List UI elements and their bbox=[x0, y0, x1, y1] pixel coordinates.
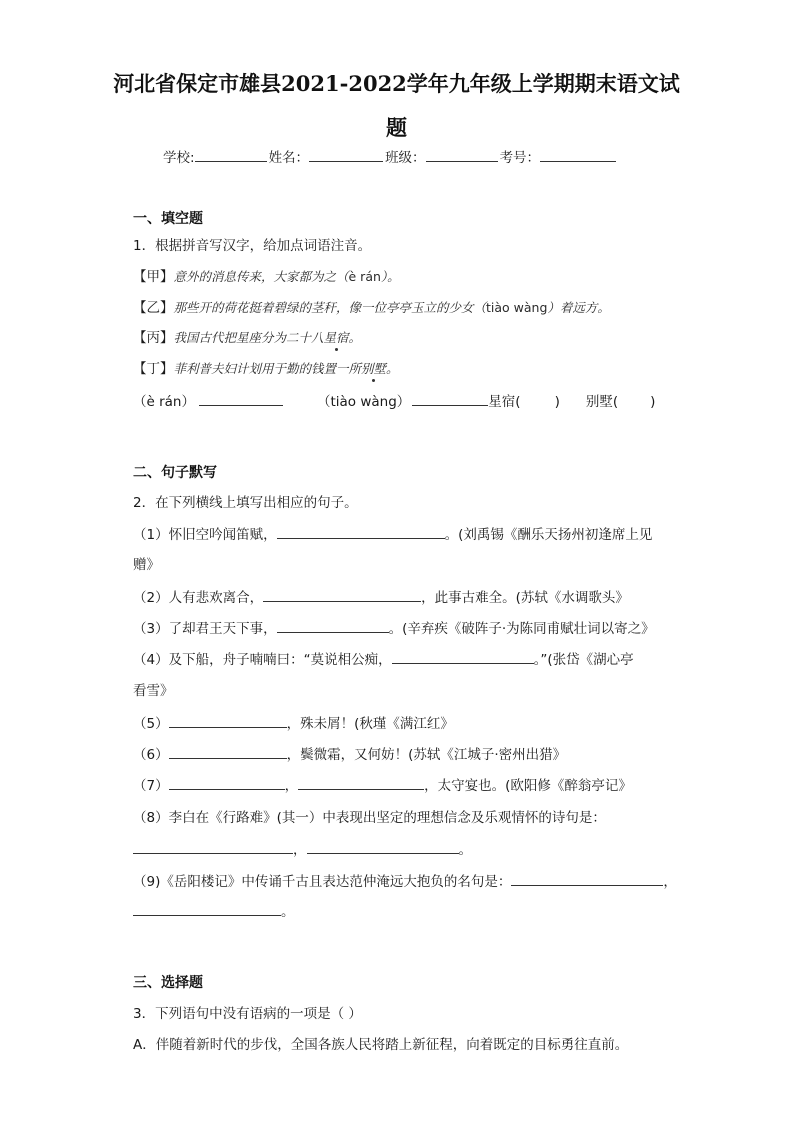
tag-ding: 【丁】 bbox=[133, 361, 174, 377]
q2-item-4 bbox=[133, 648, 634, 668]
q2-9-text-b: ， bbox=[663, 874, 677, 890]
jia-text-a: 意外的消息传来，大家都为之（ bbox=[173, 269, 349, 284]
school-label: 学校: bbox=[163, 150, 195, 166]
q2-4-text-b: 。”(张岱《湖心亭 bbox=[533, 652, 634, 668]
answer-blank-2[interactable] bbox=[412, 392, 488, 406]
q2-item-9 bbox=[133, 870, 677, 890]
ding-text-a: 菲利普夫妇计划用于勤的钱置一所 bbox=[173, 361, 362, 376]
q2-item-8: （8）李白在《行路难》(其一）中表现出坚定的理想信念及乐观情怀的诗句是： bbox=[133, 810, 606, 826]
q2-1-text-a: （1）怀旧空吟闻笛赋， bbox=[133, 527, 277, 543]
bing-text-b: 。 bbox=[348, 330, 362, 345]
q1-answer-row bbox=[133, 390, 655, 410]
answer-pinyin-1: （è rán） bbox=[133, 394, 195, 410]
q2-7-text-b: ， bbox=[284, 778, 299, 794]
jia-text bbox=[174, 269, 400, 284]
answer-word-2-end: ) bbox=[650, 394, 656, 410]
q2-item-1-cont: 赠》 bbox=[133, 557, 160, 573]
name-label: 姓名： bbox=[268, 150, 310, 166]
q2-item-2 bbox=[133, 586, 629, 606]
q2-8-blank-2[interactable] bbox=[307, 840, 459, 854]
q2-2-text-b: ，此事古难全。(苏轼《水调歌头》 bbox=[421, 590, 629, 606]
q2-item-8-answer bbox=[133, 838, 472, 858]
answer-word-1: 星宿( bbox=[488, 394, 521, 410]
jia-pinyin: è rán bbox=[348, 269, 381, 284]
ding-text-b: 。 bbox=[386, 361, 399, 376]
q2-item-3 bbox=[133, 617, 655, 637]
q2-8-blank-1[interactable] bbox=[133, 840, 293, 854]
q2-3-blank[interactable] bbox=[277, 619, 389, 633]
school-blank[interactable] bbox=[195, 147, 267, 162]
ding-dotted-word: 别墅 bbox=[361, 361, 387, 376]
yi-text-b: ）着远方。 bbox=[547, 300, 610, 315]
exam-title-line1: 河北省保定市雄县2021-2022学年九年级上学期期末语文试 bbox=[113, 71, 680, 96]
question-2-stem: 2．在下列横线上填写出相应的句子。 bbox=[133, 495, 358, 511]
q1-item-ding bbox=[133, 357, 399, 377]
q2-9-blank-1[interactable] bbox=[511, 872, 663, 886]
question-1-stem: 1．根据拼音写汉字，给加点词语注音。 bbox=[133, 238, 372, 254]
class-label: 班级： bbox=[385, 150, 426, 166]
bing-dotted-word: 星宿 bbox=[323, 330, 349, 345]
q2-item-9-cont bbox=[133, 900, 295, 920]
q2-5-text-b: ，殊未屑！(秋瑾《满江红》 bbox=[286, 716, 454, 732]
jia-text-b: ）。 bbox=[380, 269, 400, 284]
q2-2-blank[interactable] bbox=[263, 588, 421, 602]
q2-8-text-c: 。 bbox=[458, 842, 472, 858]
q2-7-text-a: （7） bbox=[133, 778, 169, 794]
q1-item-yi bbox=[133, 296, 610, 316]
q2-6-text-a: （6） bbox=[133, 747, 169, 763]
number-label: 考号： bbox=[499, 150, 541, 166]
q2-4-blank[interactable] bbox=[392, 650, 534, 664]
q2-8-text-b: ， bbox=[293, 842, 307, 858]
section-heading-fill: 一、填空题 bbox=[133, 211, 203, 227]
q2-1-text-b: 。(刘禹锡《酬乐天扬州初逢席上见 bbox=[444, 527, 653, 543]
q2-7-blank-2[interactable] bbox=[298, 776, 424, 790]
q2-7-blank-1[interactable] bbox=[169, 776, 285, 790]
q2-6-blank[interactable] bbox=[169, 745, 287, 759]
tag-jia: 【甲】 bbox=[133, 269, 174, 285]
tag-bing: 【丙】 bbox=[133, 330, 174, 346]
answer-word-1-end: ) bbox=[554, 394, 560, 410]
answer-word-2: 别墅( bbox=[585, 394, 619, 410]
bing-text bbox=[174, 330, 362, 345]
q2-4-text-a: （4）及下船，舟子喃喃曰：“莫说相公痴， bbox=[133, 652, 392, 668]
number-blank[interactable] bbox=[540, 147, 616, 162]
q1-item-jia bbox=[133, 265, 400, 285]
yi-text bbox=[174, 300, 610, 315]
exam-title-line2: 题 bbox=[386, 115, 407, 140]
q2-item-1 bbox=[133, 523, 652, 543]
q2-5-text-a: （5） bbox=[133, 716, 169, 732]
answer-blank-1[interactable] bbox=[199, 392, 283, 406]
section-heading-choice: 三、选择题 bbox=[133, 975, 203, 991]
class-blank[interactable] bbox=[426, 147, 498, 162]
section-heading-recite: 二、句子默写 bbox=[133, 465, 217, 481]
student-info-row bbox=[163, 146, 618, 166]
q2-6-text-b: ，鬓微霜，又何妨！(苏轼《江城子·密州出猎》 bbox=[286, 747, 567, 763]
q2-5-blank[interactable] bbox=[169, 714, 287, 728]
q2-3-text-b: 。(辛弃疾《破阵子·为陈同甫赋壮词以寄之》 bbox=[388, 621, 655, 637]
q2-3-text-a: （3）了却君王天下事， bbox=[133, 621, 277, 637]
q2-9-text-c: 。 bbox=[281, 904, 295, 920]
answer-pinyin-2: （tiào wàng） bbox=[316, 394, 411, 410]
q2-item-4-cont: 看雪》 bbox=[133, 683, 174, 699]
q2-2-text-a: （2）人有悲欢离合， bbox=[133, 590, 264, 606]
q2-9-text-a: （9)《岳阳楼记》中传诵千古且表达范仲淹远大抱负的名句是： bbox=[133, 874, 512, 890]
question-3-stem: 3．下列语句中没有语病的一项是（ ） bbox=[133, 1006, 362, 1022]
bing-text-a: 我国古代把星座分为二十八 bbox=[173, 330, 324, 345]
q2-7-text-c: ，太守宴也。(欧阳修《醉翁亭记》 bbox=[424, 778, 632, 794]
q2-1-blank[interactable] bbox=[277, 525, 445, 539]
q2-item-7 bbox=[133, 774, 632, 794]
q3-option-a[interactable]: A．伴随着新时代的步伐，全国各族人民将踏上新征程，向着既定的目标勇往直前。 bbox=[133, 1037, 629, 1053]
yi-text-a: 那些开的荷花挺着碧绿的茎秆，像一位亭亭玉立的少女（ bbox=[173, 300, 487, 315]
ding-text bbox=[174, 361, 399, 376]
name-blank[interactable] bbox=[309, 147, 383, 162]
q1-item-bing bbox=[133, 326, 361, 346]
yi-pinyin: tiào wàng bbox=[486, 300, 548, 315]
q2-9-blank-2[interactable] bbox=[133, 902, 281, 916]
q2-item-5 bbox=[133, 712, 454, 732]
q2-item-6 bbox=[133, 743, 566, 763]
tag-yi: 【乙】 bbox=[133, 300, 174, 316]
